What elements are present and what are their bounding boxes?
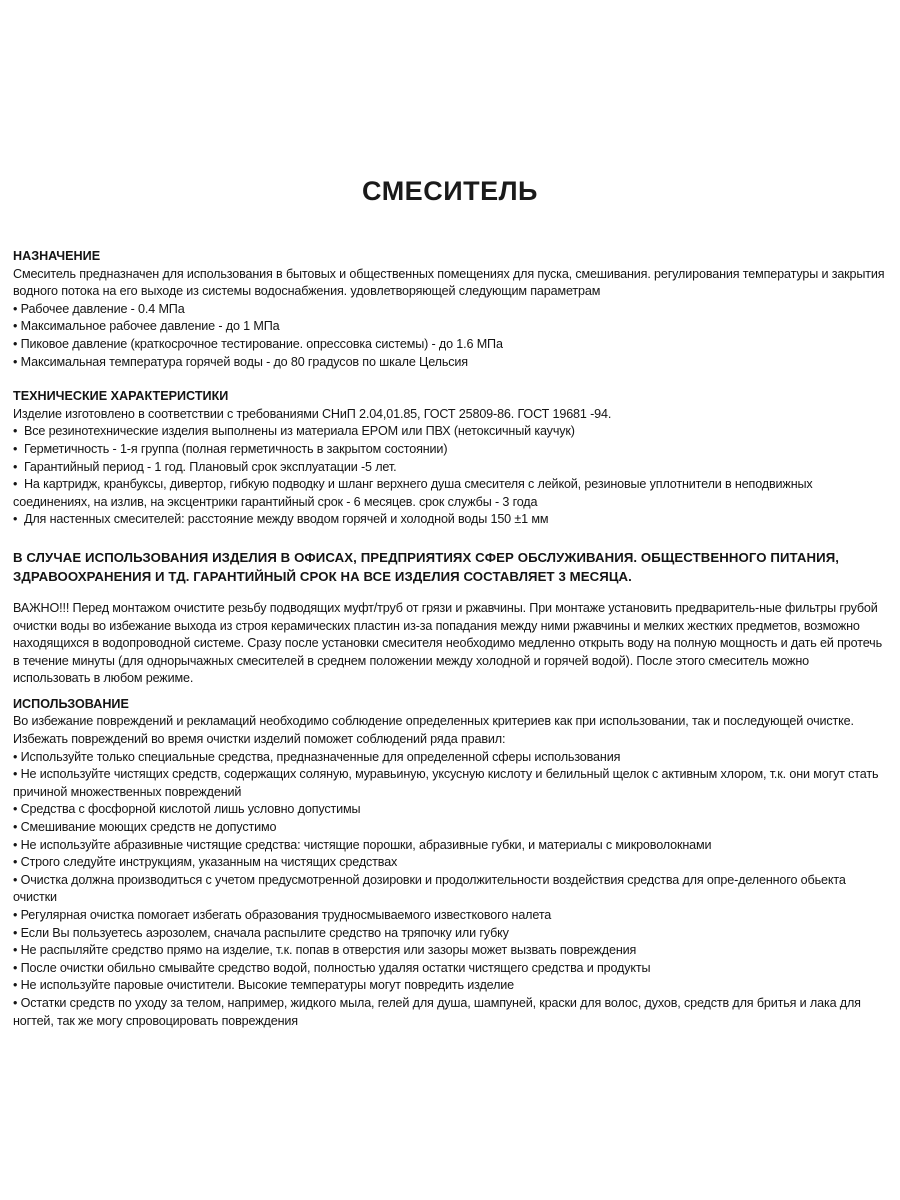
specs-intro: Изделие изготовлено в соответствии с требованиями СНиП 2.04,01.85, ГОСТ 25809-86. ГОСТ 19681 -94. (13, 406, 612, 421)
purpose-intro: Смеситель предназначен для использования в бытовых и общественных помещениях для пуска, смешивания. регулирования температуры и закрытия водного потока на его выходе из системы водоснабжения. удовлетворяющей следующим параметрам (13, 266, 885, 299)
usage-item: • Не распыляйте средство прямо на изделие, т.к. попав в отверстия или зазоры может вызвать повреждения (13, 942, 885, 960)
purpose-item: • Пиковое давление (краткосрочное тестирование. опрессовка системы) - до 1.6 МПа (13, 336, 885, 354)
specs-item: • Для настенных смесителей: расстояние между вводом горячей и холодной воды 150 ±1 мм (13, 511, 885, 529)
specs-section (13, 388, 885, 529)
usage-intro: Во избежание повреждений и рекламаций необходимо соблюдение определенных критериев как при использовании, так и последующей очистке. Избежать повреждений во время очистки изделий поможет соблюдений ряда правил: (13, 714, 854, 747)
specs-heading: ТЕХНИЧЕСКИЕ ХАРАКТЕРИСТИКИ (13, 389, 229, 404)
usage-item: • Средства с фосфорной кислотой лишь условно допустимы (13, 801, 885, 819)
usage-item: • Очистка должна производиться с учетом предусмотренной дозировки и продолжительности воздействия средства для опре-деленного обьекта очистки (13, 872, 885, 907)
purpose-section (13, 248, 885, 371)
usage-item: • Строго следуйте инструкциям, указанным на чистящих средствах (13, 854, 885, 872)
usage-item: • Остатки средств по уходу за телом, например, жидкого мыла, гелей для душа, шампуней, краски для волос, духов, средств для бритья и лака для ногтей, так же могу спровоцировать повреждения (13, 995, 885, 1030)
usage-item: • После очистки обильно смывайте средство водой, полностью удаляя остатки чистящего средства и продукты (13, 960, 885, 978)
document-body (13, 248, 885, 1030)
section-spacer (13, 586, 885, 600)
purpose-item: • Рабочее давление - 0.4 МПа (13, 301, 885, 319)
usage-item: • Если Вы пользуетесь аэрозолем, сначала распылите средство на тряпочку или губку (13, 925, 885, 943)
usage-item: • Смешивание моющих средств не допустимо (13, 819, 885, 837)
important-paragraph: ВАЖНО!!! Перед монтажом очистите резьбу подводящих муфт/труб от грязи и ржавчины. При монтаже установить предваритель-ные фильтры грубой очистки воды во избежание выхода из строя керамических пластин из-за попадания между ними ржавчины и мелких жестких предметов, возможно находящихся в водопроводной системе. Сразу после установки смесителя необходимо медленно открыть воду на полную мощность и дать ей протечь в течение минуты (для однорычажных смесителей в среднем положении между холодной и горячей водой). После этого смеситель можно использовать в любом режиме. (13, 600, 882, 686)
usage-item: • Не используйте чистящих средств, содержащих соляную, муравьиную, уксусную кислоту и белильный щелок с активным хлором, т.к. они могут стать причиной множественных повреждений (13, 766, 885, 801)
specs-item: • На картридж, кранбуксы, дивертор, гибкую подводку и шланг верхнего душа смесителя с лейкой, резиновые уплотнители в неподвижных соединениях, на излив, на эксцентрики гарантийный срок - 6 месяцев. срок службы - 3 года (13, 476, 885, 511)
specs-item: • Все резинотехнические изделия выполнены из материала EPOM или ПВХ (нетоксичный каучук) (13, 423, 885, 441)
purpose-heading: НАЗНАЧЕНИЕ (13, 249, 101, 263)
usage-section (13, 696, 885, 1030)
usage-item: • Используйте только специальные средства, предназначенные для определенной сферы использования (13, 749, 885, 767)
section-spacer (13, 529, 885, 548)
specs-item: • Герметичность - 1-я группа (полная герметичность в закрытом состоянии) (13, 441, 885, 459)
purpose-item: • Максимальная температура горячей воды - до 80 градусов по шкале Цельсия (13, 354, 885, 372)
section-spacer (13, 371, 885, 388)
usage-item: • Не используйте паровые очистители. Высокие температуры могут повредить изделие (13, 977, 885, 995)
usage-item: • Регулярная очистка помогает избегать образования трудносмываемого известкового налета (13, 907, 885, 925)
usage-item: • Не используйте абразивные чистящие средства: чистящие порошки, абразивные губки, и материалы с микроволокнами (13, 837, 885, 855)
purpose-item: • Максимальное рабочее давление - до 1 МПа (13, 318, 885, 336)
document-title: СМЕСИТЕЛЬ (362, 176, 538, 206)
specs-item: • Гарантийный период - 1 год. Плановый срок эксплуатации -5 лет. (13, 459, 885, 477)
section-spacer (13, 688, 885, 696)
warranty-notice: В СЛУЧАЕ ИСПОЛЬЗОВАНИЯ ИЗДЕЛИЯ В ОФИСАХ, ПРЕДПРИЯТИЯХ СФЕР ОБСЛУЖИВАНИЯ. ОБЩЕСТВЕННОГО ПИТАНИЯ, ЗДРАВООХРАНЕНИЯ И ТД. ГАРАНТИЙНЫЙ СРОК НА ВСЕ ИЗДЕЛИЯ СОСТАВЛЯЕТ 3 МЕСЯЦА. (13, 549, 840, 584)
usage-heading: ИСПОЛЬЗОВАНИЕ (13, 696, 129, 711)
